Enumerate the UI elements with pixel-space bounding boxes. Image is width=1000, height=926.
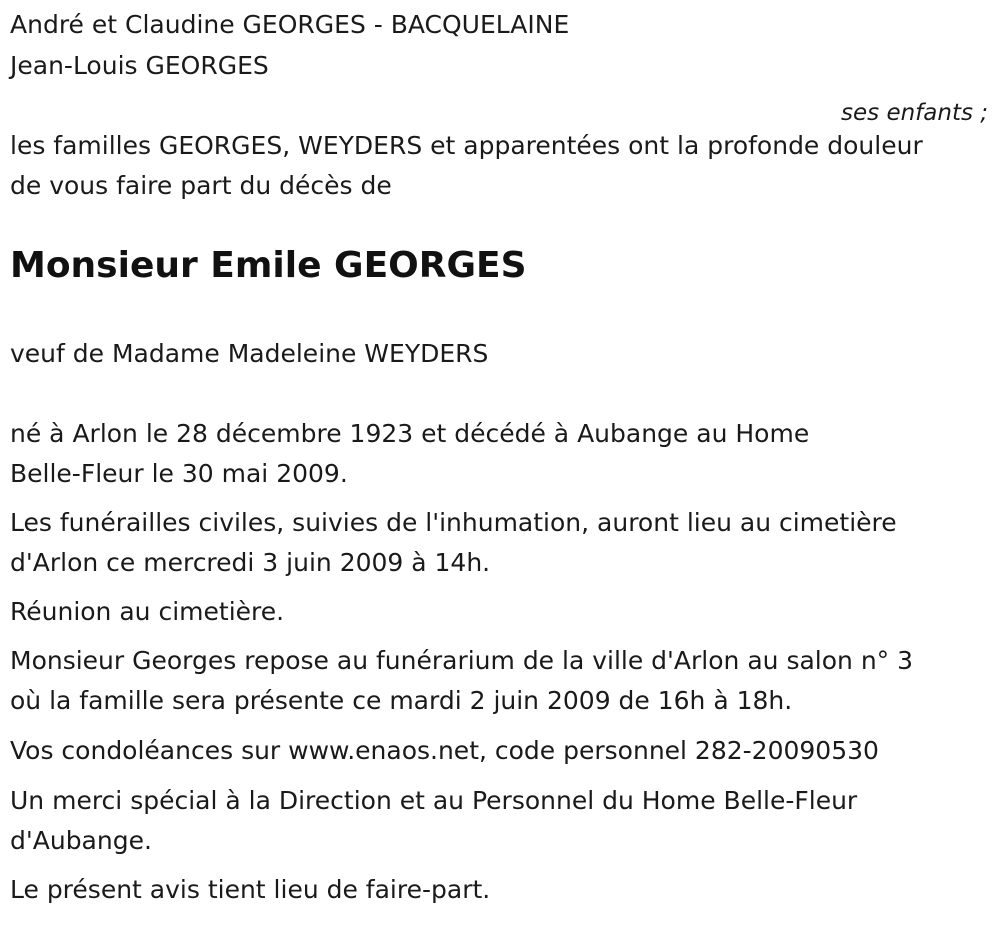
final-note: Le présent avis tient lieu de faire-part.: [10, 875, 491, 904]
deceased-name: Monsieur Emile GEORGES: [10, 245, 527, 286]
rest-line-2: où la famille sera présente ce mardi 2 juin 2009 de 16h à 18h.: [10, 686, 793, 715]
birth-line-2: Belle-Fleur le 30 mai 2009.: [10, 459, 348, 488]
family-line-1: André et Claudine GEORGES - BACQUELAINE: [10, 10, 570, 39]
intro-line-1: les familles GEORGES, WEYDERS et apparentées ont la profonde douleur: [10, 131, 923, 160]
family-line-2: Jean-Louis GEORGES: [10, 51, 269, 80]
rest-line-1: Monsieur Georges repose au funérarium de la ville d'Arlon au salon n° 3: [10, 646, 914, 675]
intro-line-2: de vous faire part du décès de: [10, 171, 392, 200]
thanks-paragraph: [10, 781, 857, 861]
birth-line-1: né à Arlon le 28 décembre 1923 et décédé à Aubange au Home: [10, 419, 810, 448]
children-label: ses enfants ;: [841, 100, 988, 126]
thanks-line-1: Un merci spécial à la Direction et au Personnel du Home Belle-Fleur: [10, 786, 858, 815]
funeral-paragraph: [10, 503, 897, 583]
funeral-line-1: Les funérailles civiles, suivies de l'inhumation, auront lieu au cimetière: [10, 508, 897, 537]
thanks-line-2: d'Aubange.: [10, 826, 152, 855]
birth-death-paragraph: [10, 414, 809, 494]
condolences-line: Vos condoléances sur www.enaos.net, code personnel 282-20090530: [10, 736, 879, 765]
intro-paragraph: [10, 126, 923, 206]
funerarium-paragraph: [10, 641, 913, 721]
meeting-line: Réunion au cimetière.: [10, 597, 285, 626]
widow-of-line: veuf de Madame Madeleine WEYDERS: [10, 339, 489, 368]
funeral-line-2: d'Arlon ce mercredi 3 juin 2009 à 14h.: [10, 548, 491, 577]
